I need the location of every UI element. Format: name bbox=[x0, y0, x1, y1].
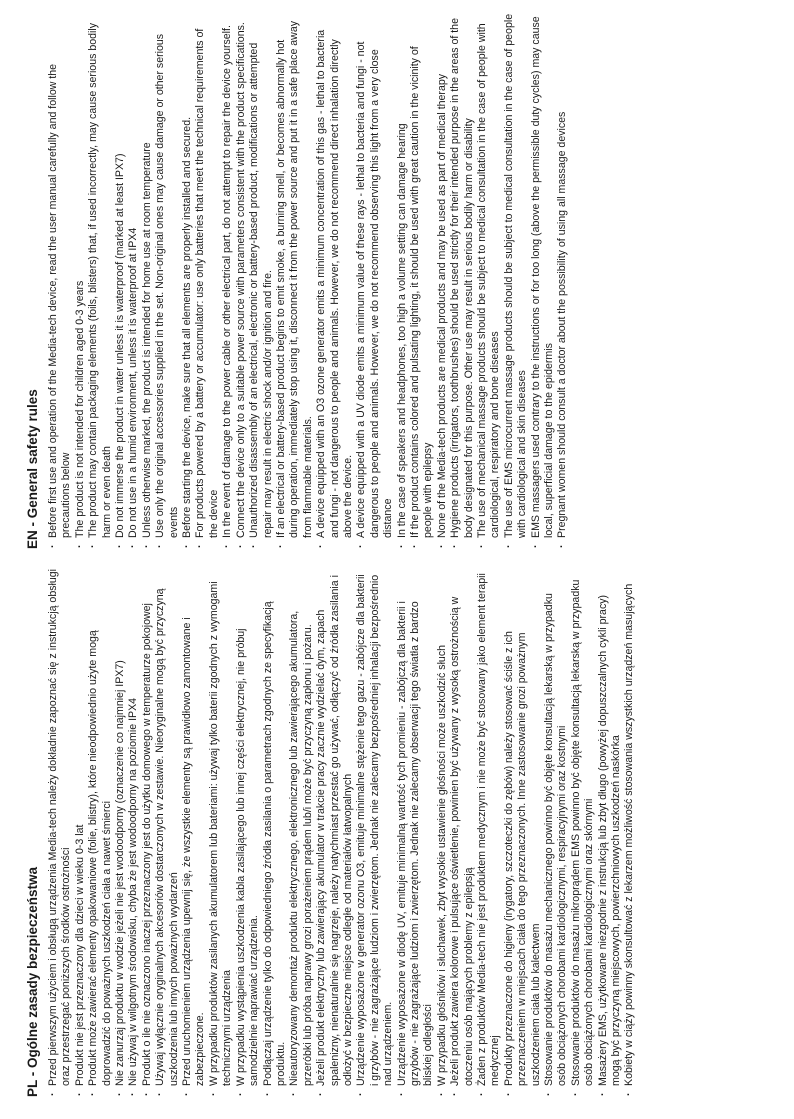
list-item: · If an electrical or battery-based product begins to emit smoke, a burning smell, or becomes abnormally hot during operation, immediately stop using it, disconnect it from the power source and put it in a safe place away from flammable materials. bbox=[275, 13, 315, 549]
list-item: · Unauthorized disassembly of an electrical, electronic or battery-based product, modifications or attempted repair may result in electric shock and/or ignition and fire. bbox=[248, 13, 275, 549]
list-item: · Stosowanie produktów do masażu mechanicznego powinno być objęte konsultacją lekarską w przypadku osób obciążonych chorobami kardiologicznymi, respiracyjnymi oraz kostnymi bbox=[543, 569, 570, 1097]
list-item: · In the case of speakers and headphones, too high a volume setting can damage hearing bbox=[396, 13, 409, 549]
list-item: · Urządzenie wyposażone w generator ozonu O3, emituje minimalne stężenie tego gazu - zabójcze dla bakterii i grzybów - nie zagrażające ludziom i zwierzętom. Jednak nie zalecamy bezpośredniej inhalacji bezpośrednio nad urządzeniem. bbox=[355, 569, 395, 1097]
list-item: · Before starting the device, make sure that all elements are properly installed and secured. bbox=[181, 13, 194, 549]
list-item: · None of the Media-tech products are medical products and may be used as part of medical therapy bbox=[436, 13, 449, 549]
list-item: · The product is not intended for children aged 0-3 years bbox=[74, 13, 87, 549]
polish-safety-section bbox=[24, 569, 637, 1097]
list-item: · Produkt może zawierać elementy opakowaniowe (folie, blistry), które nieodpowiednio użyte mogą doprowadzić do poważnych uszkodzeń ciała a nawet śmierci bbox=[87, 569, 114, 1097]
list-item: · Żaden z produktów Media-tech nie jest produktem medycznym i nie może być stosowany jako element terapii medycznej bbox=[476, 569, 503, 1097]
list-item: · W przypadku wystąpienia uszkodzenia kabla zasilającego lub innej części elektrycznej, nie próbuj samodzielnie naprawiać urządzenia. bbox=[235, 569, 262, 1097]
list-item: · Produkt o ile nie oznaczono inaczej przeznaczony jest do użytku domowego w temperaturze pokojowej bbox=[141, 569, 154, 1097]
list-item: · Jeżeli produkt elektryczny lub zawierający akumulator w trakcie pracy zacznie wydzielać dym, zapach spalenizny, nienaturalnie się nagrzeje, należy natychmiast przestać go używać, odłączyć od źródła zasilania i odłożyć w bezpieczne miejsce odległe od materiałów łatwopalnych bbox=[315, 569, 355, 1097]
list-item: · Produkt nie jest przeznaczony dla dzieci w wieku 0-3 lat bbox=[74, 569, 87, 1097]
list-item: · Nieautoryzowany demontaż produktu elektrycznego, elektronicznego lub zawierającego akumulatora, przeróbki lub próba naprawy grozi porażeniem prądem lub/i może być przyczyną zapłonu i pożaru. bbox=[288, 569, 315, 1097]
list-item: · Masażery EMS, użytkowane niezgodnie z instrukcją lub zbyt długo (powyżej dopuszczalnych cykli pracy) mogą być przyczyną miejscowych, powierzchniowych uszkodzeń naskórka bbox=[597, 569, 624, 1097]
list-item: · Przed uruchomieniem urządzenia upewnij się, że wszystkie elementy są prawidłowo zamontowane i zabezpieczone. bbox=[181, 569, 208, 1097]
list-item: · Podłączaj urządzenie tylko do odpowiedniego źródła zasilania o parametrach zgodnych ze specyfikacją produktu. bbox=[262, 569, 289, 1097]
list-item: · Hygiene products (irrigators, toothbrushes) should be used strictly for their intended purpose in the areas of the body designated for this purpose. Other use may result in serious bodily harm or disability bbox=[449, 13, 476, 549]
list-item: · If the product contains colored and pulsating lighting, it should be used with great caution in the vicinity of people with epilepsy bbox=[409, 13, 436, 549]
list-item: · Pregnant women should consult a doctor about the possibility of using all massage devices bbox=[556, 13, 569, 549]
list-item: · Before first use and operation of the Media-tech device, read the user manual carefully and follow the precautions below bbox=[47, 13, 74, 549]
list-item: · The product may contain packaging elements (foils, blisters) that, if used incorrectly, may cause serious bodily harm or even death bbox=[87, 13, 114, 549]
list-item: · For products powered by a battery or accumulator: use only batteries that meet the technical requirements of the device bbox=[194, 13, 221, 549]
list-item: · Produkty przeznaczone do higieny (irygatory, szczoteczki do zębów) należy stosować ściśle z ich przeznaczeniem w miejscach ciała do tego przeznaczonych. Inne zastosowanie grozi poważnym uszkodzeniem ciała lub kalectwem bbox=[503, 569, 543, 1097]
list-item: · Kobiety w ciąży powinny skonsultować z lekarzem możliwość stosowania wszystkich urządzeń masujących bbox=[623, 569, 636, 1097]
list-item: · The use of EMS microcurrent massage products should be subject to medical consultation in the case of people with cardiological and skin diseases bbox=[503, 13, 530, 549]
list-item: · The use of mechanical massage products should be subject to medical consultation in the case of people with cardiological, respiratory and bone diseases bbox=[476, 13, 503, 549]
list-item: · Urządzenie wyposażone w diodę UV, emituje minimalną wartość tych promieniu - zabójczą dla bakterii i grzybów - nie zagrażające ludziom i zwierzętom. Jednak nie zalecamy obserwacji tego światła z bardzo bliskiej odległości bbox=[396, 569, 436, 1097]
english-safety-list bbox=[47, 13, 570, 549]
list-item: · Do not use in a humid environment, unless it is waterproof at IPX4 bbox=[127, 13, 140, 549]
list-item: · Nie zanurzaj produktu w wodzie jeżeli nie jest wodoodporny (oznaczenie co najmniej IPX7) bbox=[114, 569, 127, 1097]
list-item: · A device equipped with a UV diode emits a minimum value of these rays - lethal to bacteria and fungi - not dangerous to people and animals. However, we do not recommend observing this light from a very close distance bbox=[355, 13, 395, 549]
english-safety-section bbox=[24, 13, 570, 549]
list-item: · Stosowanie produktów do masażu mikroprądem EMS powinno być objęte konsultacją lekarską w przypadku osób obciążonych chorobami kardiologicznymi oraz skórnymi bbox=[570, 569, 597, 1097]
polish-safety-list bbox=[47, 569, 637, 1097]
list-item: · EMS massagers used contrary to the instructions or for too long (above the permissible duty cycles) may cause local, superficial damage to the epidermis bbox=[530, 13, 557, 549]
list-item: · Do not immerse the product in water unless it is waterproof (marked at least IPX7) bbox=[114, 13, 127, 549]
list-item: · A device equipped with an O3 ozone generator emits a minimum concentration of this gas - lethal to bacteria and fungi - not dangerous to people and animals. However, we do not recommend direct inhalation directly above the device. bbox=[315, 13, 355, 549]
list-item: · Jeżeli produkt zawiera kolorowe i pulsujące oświetlenie, powinien być używany z wysoką ostrożnością w otoczeniu osób mających problemy z epilepsją bbox=[449, 569, 476, 1097]
polish-section-heading: PL - Ogólne zasady bezpieczeństwa bbox=[25, 866, 40, 1097]
list-item: · Connect the device only to a suitable power source with parameters consistent with the product specifications. bbox=[235, 13, 248, 549]
list-item: · Nie używaj w wilgotnym środowisku, chyba że jest wodoodporny na poziomie IPX4 bbox=[127, 569, 140, 1097]
english-section-heading: EN - General safety rules bbox=[25, 389, 40, 549]
list-item: · W przypadku produktów zasilanych akumulatorem lub bateriami: używaj tylko baterii zgodnych z wymogami technicznymi urządzenia bbox=[208, 569, 235, 1097]
list-item: · Używaj wyłącznie oryginalnych akcesoriów dostarczonych w zestawie. Nieoryginalne mogą być przyczyną uszkodzenia lub innych poważnych wydarzeń bbox=[154, 569, 181, 1097]
list-item: · W przypadku głośników i słuchawek, zbyt wysokie ustawienie głośności może uszkodzić słuch bbox=[436, 569, 449, 1097]
list-item: · Unless otherwise marked, the product is intended for home use at room temperature bbox=[141, 13, 154, 549]
list-item: · Use only the original accessories supplied in the set. Non-original ones may cause damage or other serious events bbox=[154, 13, 181, 549]
list-item: · Przed pierwszym użyciem i obsługą urządzenia Media-tech należy dokładnie zapoznać się z instrukcją obsługi oraz przestrzegać poniższych środków ostrożności bbox=[47, 569, 74, 1097]
list-item: · In the event of damage to the power cable or other electrical part, do not attempt to repair the device yourself. bbox=[221, 13, 234, 549]
